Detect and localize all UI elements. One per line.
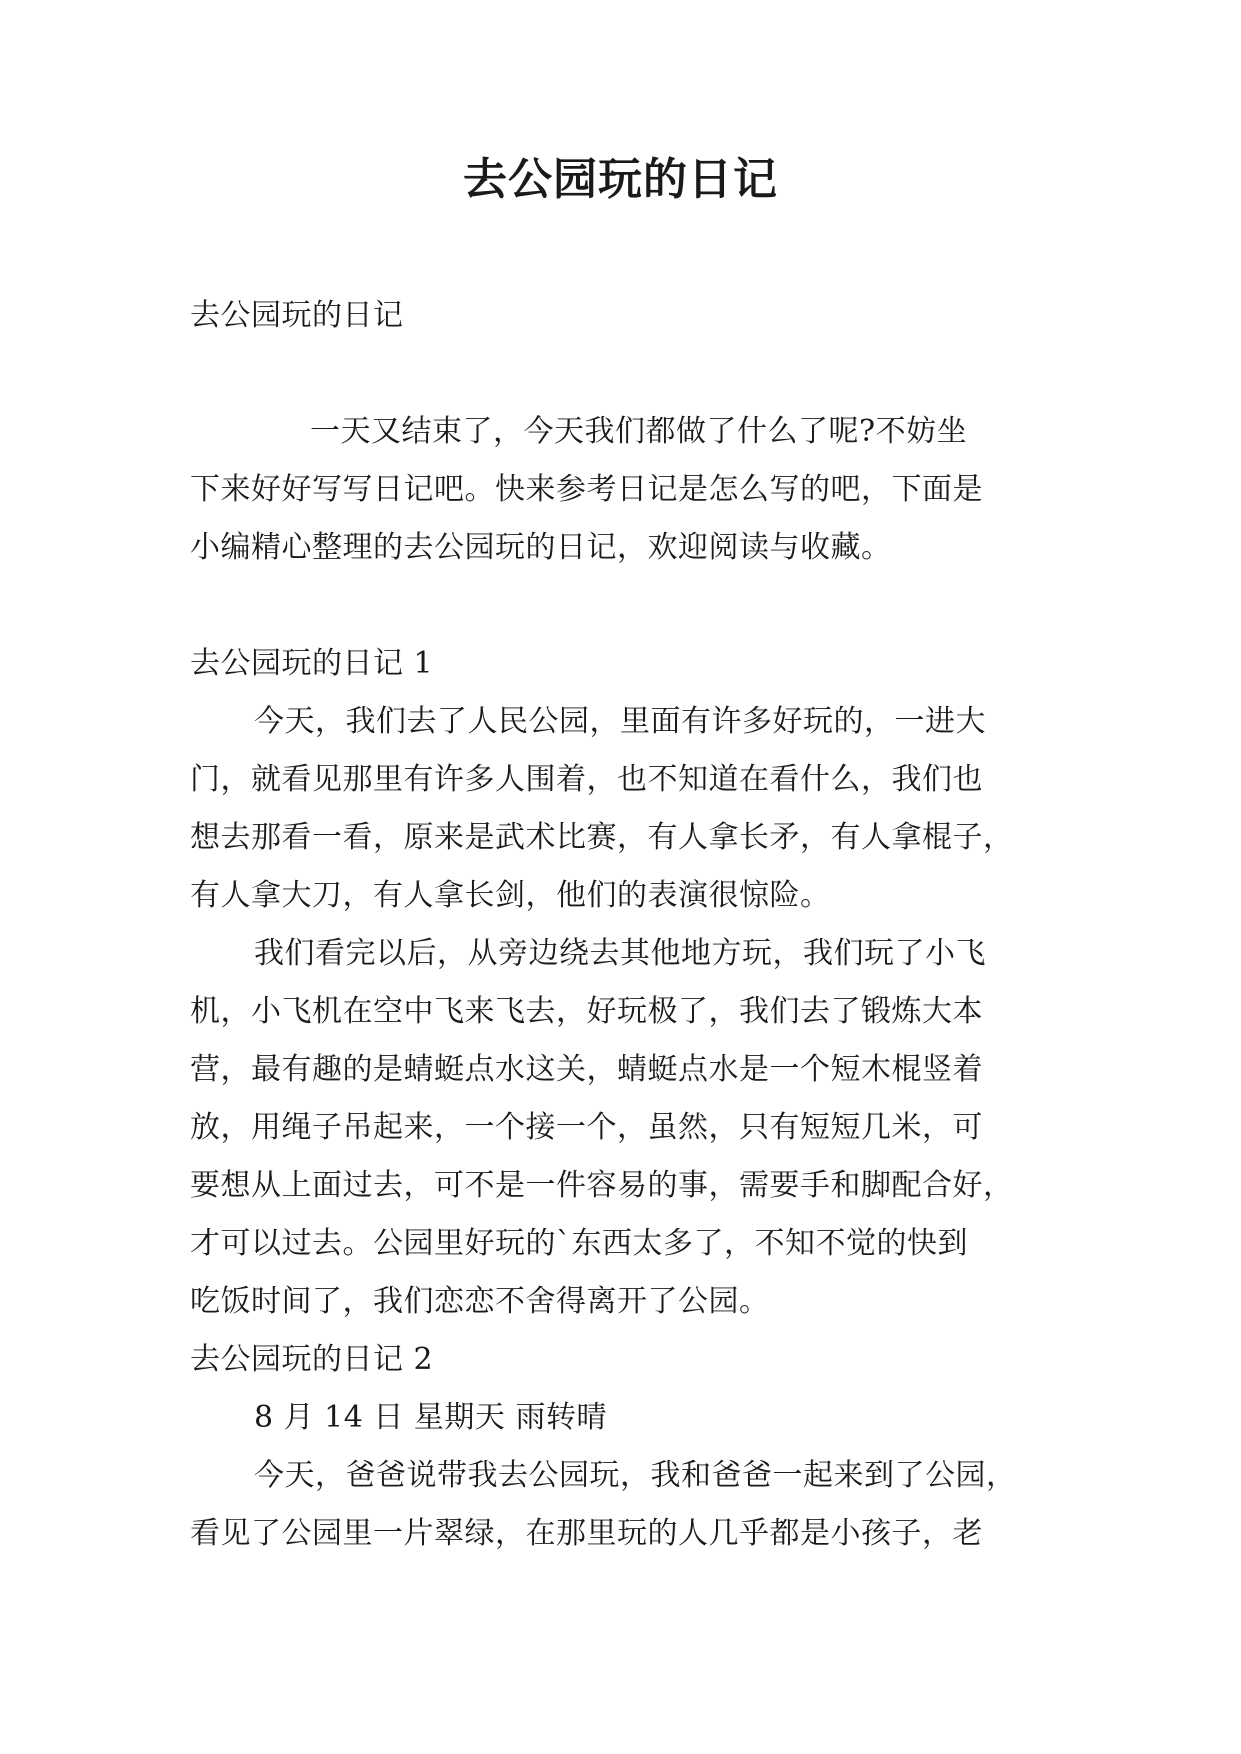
paragraph-line: 机，小飞机在空中飞来飞去，好玩极了，我们去了锻炼大本 bbox=[190, 994, 983, 1029]
paragraph-line: 要想从上面过去，可不是一件容易的事，需要手和脚配合好， bbox=[190, 1168, 1014, 1203]
paragraph-line: 吃饭时间了，我们恋恋不舍得离开了公园。 bbox=[190, 1284, 770, 1319]
intro-paragraph bbox=[190, 403, 1052, 577]
section-heading-2: 去公园玩的日记 2 bbox=[190, 1342, 434, 1377]
intro-line: 下来好好写写日记吧。快来参考日记是怎么写的吧，下面是 bbox=[190, 472, 983, 507]
diary-date-line: 8 月 14 日 星期天 雨转晴 bbox=[254, 1400, 607, 1435]
intro-line: 一天又结束了，今天我们都做了什么了呢?不妨坐 bbox=[310, 414, 968, 449]
paragraph-line: 我们看完以后，从旁边绕去其他地方玩，我们玩了小飞 bbox=[254, 936, 986, 971]
paragraph-line: 看见了公园里一片翠绿，在那里玩的人几乎都是小孩子，老 bbox=[190, 1516, 983, 1551]
section2-paragraph-1 bbox=[190, 1447, 1052, 1563]
section1-paragraph-2 bbox=[190, 925, 1052, 1331]
paragraph-line: 今天，我们去了人民公园，里面有许多好玩的，一进大 bbox=[254, 704, 986, 739]
paragraph-line: 有人拿大刀，有人拿长剑，他们的表演很惊险。 bbox=[190, 878, 831, 913]
paragraph-line: 今天，爸爸说带我去公园玩，我和爸爸一起来到了公园， bbox=[254, 1458, 1017, 1493]
paragraph-line: 营，最有趣的是蜻蜓点水这关，蜻蜓点水是一个短木棍竖着 bbox=[190, 1052, 983, 1087]
paragraph-line: 才可以过去。公园里好玩的`东西太多了，不知不觉的快到 bbox=[190, 1226, 968, 1261]
document-subtitle: 去公园玩的日记 bbox=[190, 298, 404, 333]
paragraph-line: 放，用绳子吊起来，一个接一个，虽然，只有短短几米，可 bbox=[190, 1110, 983, 1145]
section-heading-1: 去公园玩的日记 1 bbox=[190, 646, 434, 681]
document-body bbox=[190, 287, 1052, 1563]
paragraph-line: 想去那看一看，原来是武术比赛，有人拿长矛，有人拿棍子， bbox=[190, 820, 1014, 855]
document-title: 去公园玩的日记 bbox=[463, 154, 778, 205]
paragraph-line: 门，就看见那里有许多人围着，也不知道在看什么，我们也 bbox=[190, 762, 983, 797]
intro-line: 小编精心整理的去公园玩的日记，欢迎阅读与收藏。 bbox=[190, 530, 892, 565]
section1-paragraph-1 bbox=[190, 693, 1052, 925]
